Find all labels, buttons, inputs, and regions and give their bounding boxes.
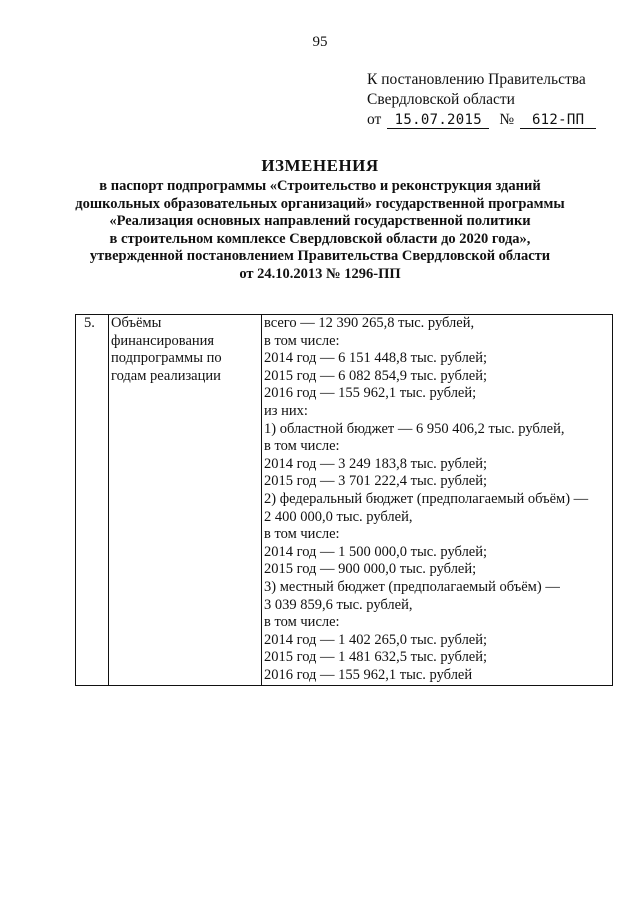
value-line: всего — 12 390 265,8 тыс. рублей, bbox=[264, 315, 475, 331]
document-subheading bbox=[40, 178, 600, 283]
row-value-cell bbox=[262, 315, 613, 686]
row-number: 5. bbox=[84, 315, 95, 331]
subheading-line: «Реализация основных направлений государственной политики bbox=[109, 213, 531, 229]
page-number: 95 bbox=[312, 34, 328, 50]
value-line: 2 400 000,0 тыс. рублей, bbox=[264, 508, 413, 525]
date-prefix: от bbox=[367, 111, 382, 128]
value-line: 3) местный бюджет (предполагаемый объём) — bbox=[264, 578, 560, 595]
approval-number: 612-ПП bbox=[520, 113, 596, 129]
value-line: в том числе: bbox=[264, 332, 340, 349]
value-line: 2016 год — 155 962,1 тыс. рублей bbox=[264, 666, 473, 683]
row-number-cell bbox=[76, 315, 109, 686]
value-line: 2014 год — 3 249 183,8 тыс. рублей; bbox=[264, 455, 488, 472]
value-line: 2015 год — 1 481 632,5 тыс. рублей; bbox=[264, 649, 488, 666]
value-line: 2014 год — 6 151 448,8 тыс. рублей; bbox=[264, 350, 488, 367]
approval-line-1: К постановлению Правительства bbox=[367, 71, 586, 88]
name-line: Объёмы bbox=[111, 315, 162, 331]
approval-block bbox=[367, 70, 596, 130]
passport-table bbox=[75, 314, 613, 686]
value-line: 2014 год — 1 500 000,0 тыс. рублей; bbox=[264, 543, 488, 560]
name-line: годам реализации bbox=[111, 367, 221, 384]
value-line: 2015 год — 6 082 854,9 тыс. рублей; bbox=[264, 367, 488, 384]
table-row bbox=[76, 315, 613, 686]
approval-line-2: Свердловской области bbox=[367, 91, 515, 108]
name-line: финансирования bbox=[111, 332, 215, 349]
subheading-line: в паспорт подпрограммы «Строительство и реконструкция зданий bbox=[99, 178, 541, 194]
value-line: 3 039 859,6 тыс. рублей, bbox=[264, 596, 413, 613]
document-heading: ИЗМЕНЕНИЯ bbox=[261, 156, 379, 175]
name-line: подпрограммы по bbox=[111, 350, 222, 367]
value-line: 2015 год — 900 000,0 тыс. рублей; bbox=[264, 561, 477, 578]
value-line: 1) областной бюджет — 6 950 406,2 тыс. рублей, bbox=[264, 420, 565, 437]
value-line: из них: bbox=[264, 402, 308, 419]
subheading-line: утвержденной постановлением Правительства Свердловской области bbox=[89, 248, 551, 264]
value-line: в том числе: bbox=[264, 526, 340, 543]
subheading-line: в строительном комплексе Свердловской области до 2020 года», bbox=[109, 230, 531, 247]
value-line: 2) федеральный бюджет (предполагаемый объём) — bbox=[264, 490, 589, 507]
value-line: в том числе: bbox=[264, 614, 340, 631]
number-prefix: № bbox=[499, 111, 515, 128]
value-line: 2014 год — 1 402 265,0 тыс. рублей; bbox=[264, 631, 488, 648]
approval-date-row bbox=[367, 110, 596, 130]
value-line: в том числе: bbox=[264, 438, 340, 455]
approval-date: 15.07.2015 bbox=[387, 113, 489, 129]
subheading-line: дошкольных образовательных организаций» государственной программы bbox=[75, 195, 565, 212]
subheading-line: от 24.10.2013 № 1296-ПП bbox=[239, 265, 401, 282]
row-name-cell bbox=[109, 315, 262, 686]
value-line: 2015 год — 3 701 222,4 тыс. рублей; bbox=[264, 473, 488, 490]
value-line: 2016 год — 155 962,1 тыс. рублей; bbox=[264, 385, 477, 402]
